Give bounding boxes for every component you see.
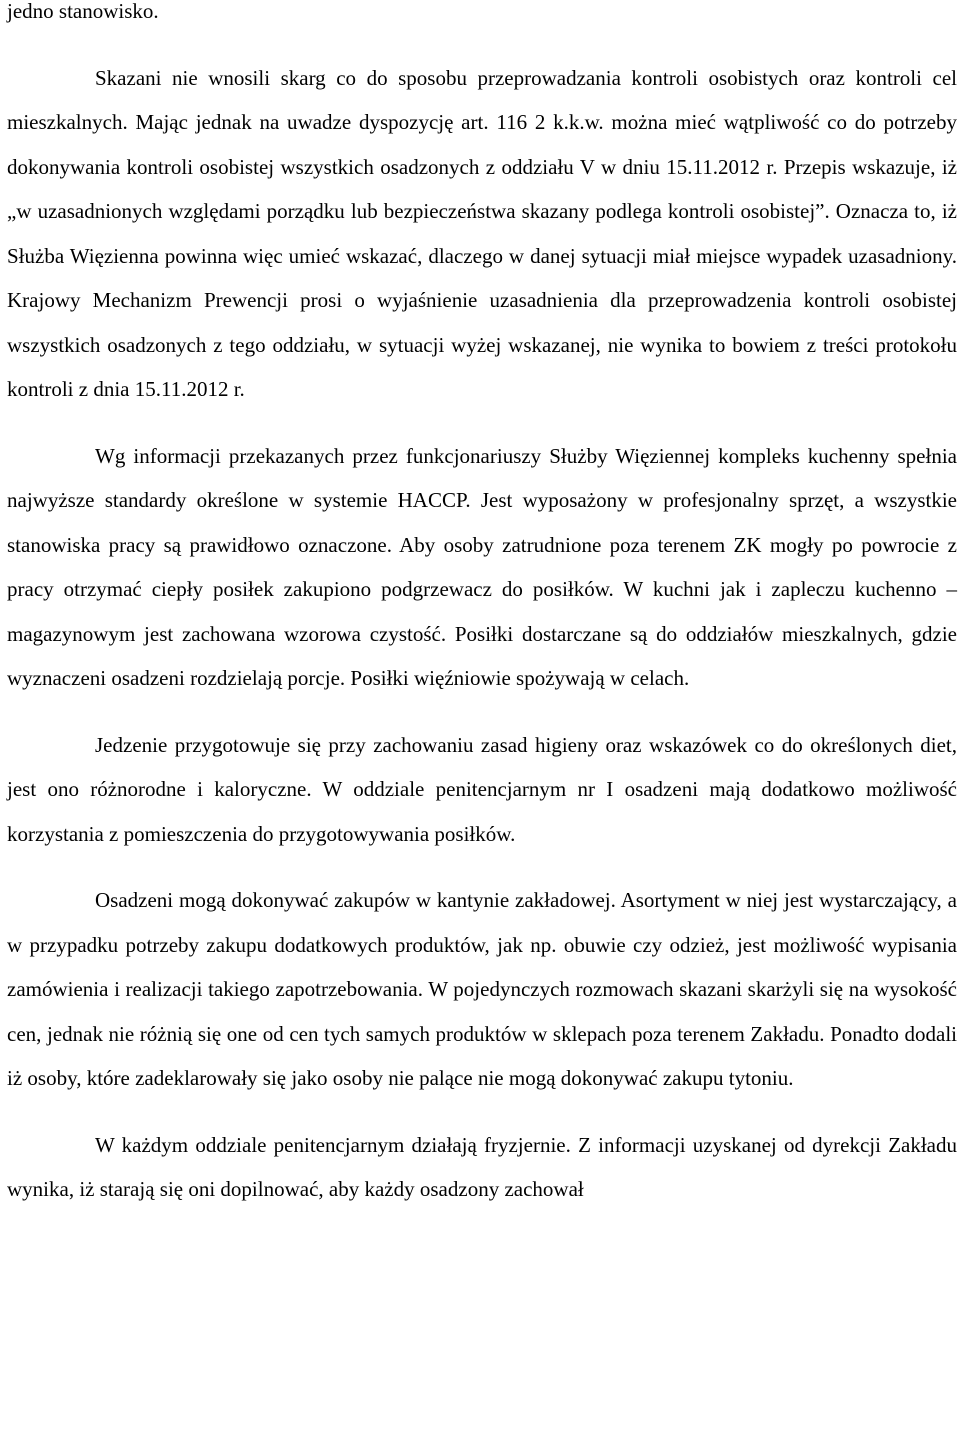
paragraph-kitchen: Wg informacji przekazanych przez funkcjonariuszy Służby Więziennej kompleks kuchenny spełnia najwyższe standardy określone w systemie HACCP. Jest wyposażony w profesjonalny sprzęt, a wszystkie stanowiska pracy są prawidłowo oznaczone. Aby osoby zatrudnione poza terenem ZK mogły po powrocie z pracy otrzymać ciepły posiłek zakupiono podgrzewacz do posiłków. W kuchni jak i zapleczu kuchenno – magazynowym jest zachowana wzorowa czystość. Posiłki dostarczane są do oddziałów mieszkalnych, gdzie wyznaczeni osadzeni rozdzielają porcje. Posiłki więźniowie spożywają w celach. — [7, 443, 957, 690]
paragraph-food-preparation: Jedzenie przygotowuje się przy zachowaniu zasad higieny oraz wskazówek co do określonych diet, jest ono różnorodne i kaloryczne. W oddziale penitencjarnym nr I osadzeni mają dodatkowo możliwość korzystania z pomieszczenia do przygotowywania posiłków. — [7, 732, 957, 846]
paragraph-continuation: jedno stanowisko. — [7, 0, 159, 23]
paragraph-canteen: Osadzeni mogą dokonywać zakupów w kantynie zakładowej. Asortyment w niej jest wystarczający, a w przypadku potrzeby zakupu dodatkowych produktów, jak np. obuwie czy odzież, jest możliwość wypisania zamówienia i realizacji takiego zapotrzebowania. W pojedynczych rozmowach skazani skarżyli się na wysokość cen, jednak nie różnią się one od cen tych samych produktów w sklepach poza terenem Zakładu. Ponadto dodali iż osoby, które zadeklarowały się jako osoby nie palące nie mogą dokonywać zakupu tytoniu. — [7, 888, 957, 1090]
document-page — [7, 0, 957, 1212]
paragraph-personal-searches: Skazani nie wnosili skarg co do sposobu przeprowadzania kontroli osobistych oraz kontroli cel mieszkalnych. Mając jednak na uwadze dyspozycję art. 116 2 k.k.w. można mieć wątpliwość co do potrzeby dokonywania kontroli osobistej wszystkich osadzonych z oddziału V w dniu 15.11.2012 r. Przepis wskazuje, iż „w uzasadnionych względami porządku lub bezpieczeństwa skazany podlega kontroli osobistej”. Oznacza to, iż Służba Więzienna powinna więc umieć wskazać, dlaczego w danej sytuacji miał miejsce wypadek uzasadniony. Krajowy Mechanizm Prewencji prosi o wyjaśnienie uzasadnienia dla przeprowadzenia kontroli osobistej wszystkich osadzonych z tego oddziału, w sytuacji wyżej wskazanej, nie wynika to bowiem z treści protokołu kontroli z dnia 15.11.2012 r. — [7, 65, 957, 401]
paragraph-hairdressers: W każdym oddziale penitencjarnym działają fryzjernie. Z informacji uzyskanej od dyrekcji Zakładu wynika, iż starają się oni dopilnować, aby każdy osadzony zachował — [7, 1132, 957, 1201]
